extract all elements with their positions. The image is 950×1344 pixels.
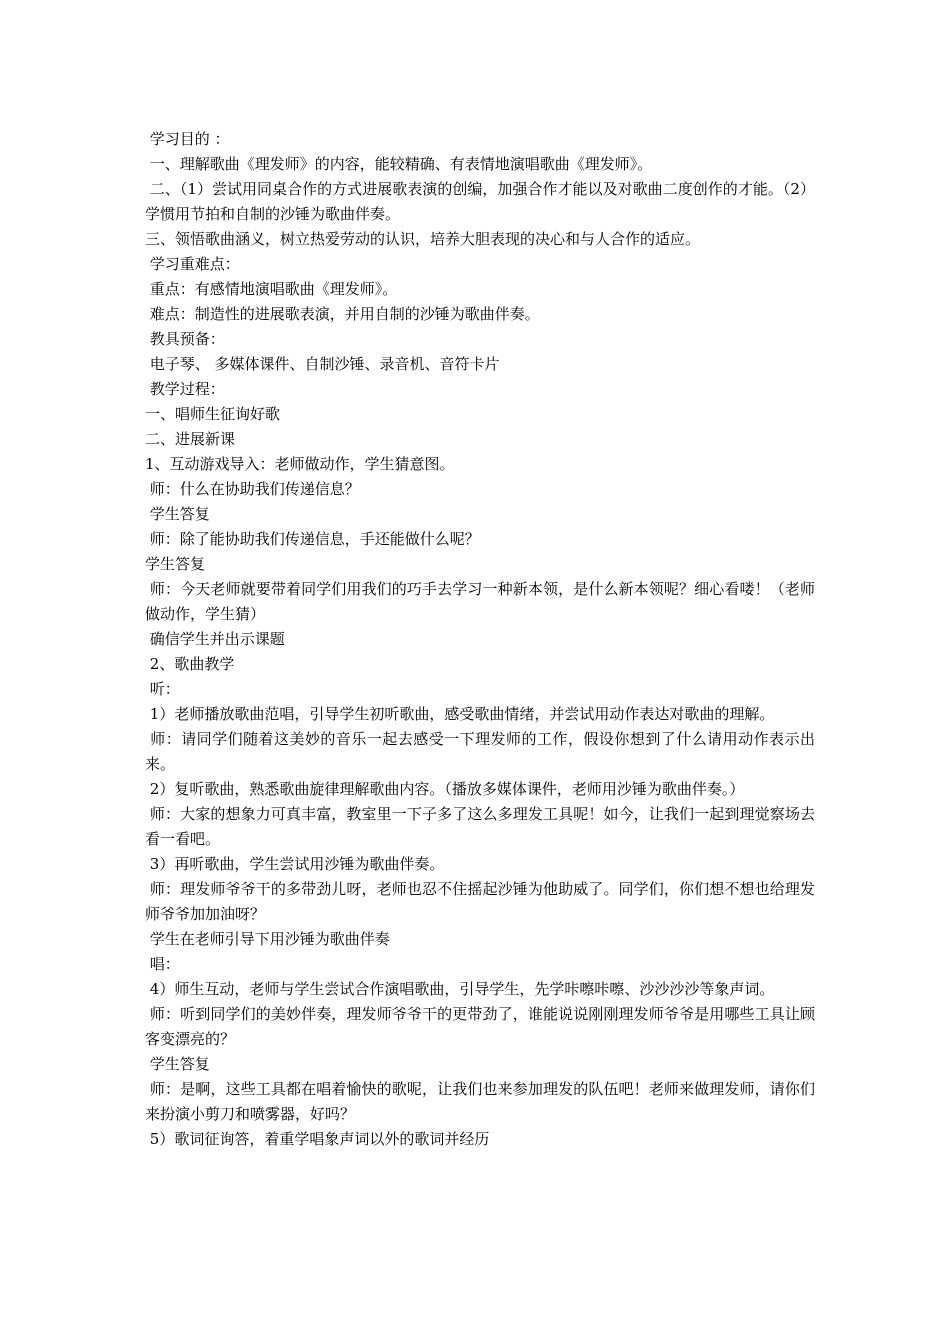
paragraph: 电子琴、 多媒体课件、自制沙锤、录音机、音符卡片 <box>145 355 500 373</box>
paragraph: 2）复听歌曲，熟悉歌曲旋律理解歌曲内容。（播放多媒体课件，老师用沙锤为歌曲伴奏。） <box>145 780 745 798</box>
paragraph: 教学过程： <box>145 380 225 398</box>
paragraph: 师：今天老师就要带着同学们用我们的巧手去学习一种新本领，是什么新本领呢？细心看喽！（老师做动作，学生猜） <box>145 580 815 623</box>
paragraph: 一、唱师生征询好歌 <box>145 405 281 423</box>
paragraph: 三、领悟歌曲涵义，树立热爱劳动的认识，培养大胆表现的决心和与人合作的适应。 <box>145 230 701 248</box>
paragraph: 难点：制造性的进展歌表演，并用自制的沙锤为歌曲伴奏。 <box>145 305 540 323</box>
paragraph: 学习目的 ： <box>145 130 230 148</box>
paragraph: 学生在老师引导下用沙锤为歌曲伴奏 <box>145 930 390 948</box>
paragraph: 二、（1）尝试用同桌合作的方式进展歌表演的创编，加强合作才能以及对歌曲二度创作的才能。（2）学惯用节拍和自制的沙锤为歌曲伴奏。 <box>145 180 815 223</box>
paragraph: 1、互动游戏导入：老师做动作，学生猜意图。 <box>145 455 455 473</box>
paragraph: 师：除了能协助我们传递信息，手还能做什么呢？ <box>145 530 480 548</box>
paragraph: 确信学生并出示课题 <box>145 630 285 648</box>
paragraph: 师：是啊，这些工具都在唱着愉快的歌呢，让我们也来参加理发的队伍吧！老师来做理发师，请你们来扮演小剪刀和喷雾器，好吗？ <box>145 1080 815 1123</box>
paragraph: 4）师生互动，老师与学生尝试合作演唱歌曲，引导学生，先学咔嚓咔嚓、沙沙沙沙等象声词。 <box>145 980 775 998</box>
paragraph: 师：理发师爷爷干的多带劲儿呀，老师也忍不住摇起沙锤为他助威了。同学们，你们想不想也给理发师爷爷加加油呀？ <box>145 880 815 923</box>
paragraph: 学生答复 <box>145 1055 210 1073</box>
document-body <box>145 127 815 1152</box>
paragraph: 二、进展新课 <box>145 430 236 448</box>
paragraph: 师：什么在协助我们传递信息？ <box>145 480 360 498</box>
paragraph: 唱： <box>145 955 180 973</box>
paragraph: 2、歌曲教学 <box>145 655 235 673</box>
paragraph: 重点：有感情地演唱歌曲《理发师》。 <box>145 280 398 298</box>
paragraph: 师：听到同学们的美妙伴奏，理发师爷爷干的更带劲了，谁能说说刚刚理发师爷爷是用哪些工具让顾客变漂亮的？ <box>145 1005 815 1048</box>
paragraph: 听： <box>145 680 180 698</box>
paragraph: 学习重难点： <box>145 255 240 273</box>
paragraph: 师：大家的想象力可真丰富，教室里一下子多了这么多理发工具呢！如今，让我们一起到理觉察场去看一看吧。 <box>145 805 815 848</box>
paragraph: 师：请同学们随着这美妙的音乐一起去感受一下理发师的工作，假设你想到了什么请用动作表示出来。 <box>145 730 815 773</box>
paragraph: 3）再听歌曲，学生尝试用沙锤为歌曲伴奏。 <box>145 855 445 873</box>
paragraph: 学生答复 <box>145 505 210 523</box>
paragraph: 1）老师播放歌曲范唱，引导学生初听歌曲，感受歌曲情绪，并尝试用动作表达对歌曲的理解。 <box>145 705 775 723</box>
paragraph: 5）歌词征询答，着重学唱象声词以外的歌词并经历 <box>145 1130 490 1148</box>
paragraph: 一、理解歌曲《理发师》的内容，能较精确、有表情地演唱歌曲《理发师》。 <box>145 155 653 173</box>
paragraph: 学生答复 <box>145 555 206 573</box>
paragraph: 教具预备： <box>145 330 225 348</box>
